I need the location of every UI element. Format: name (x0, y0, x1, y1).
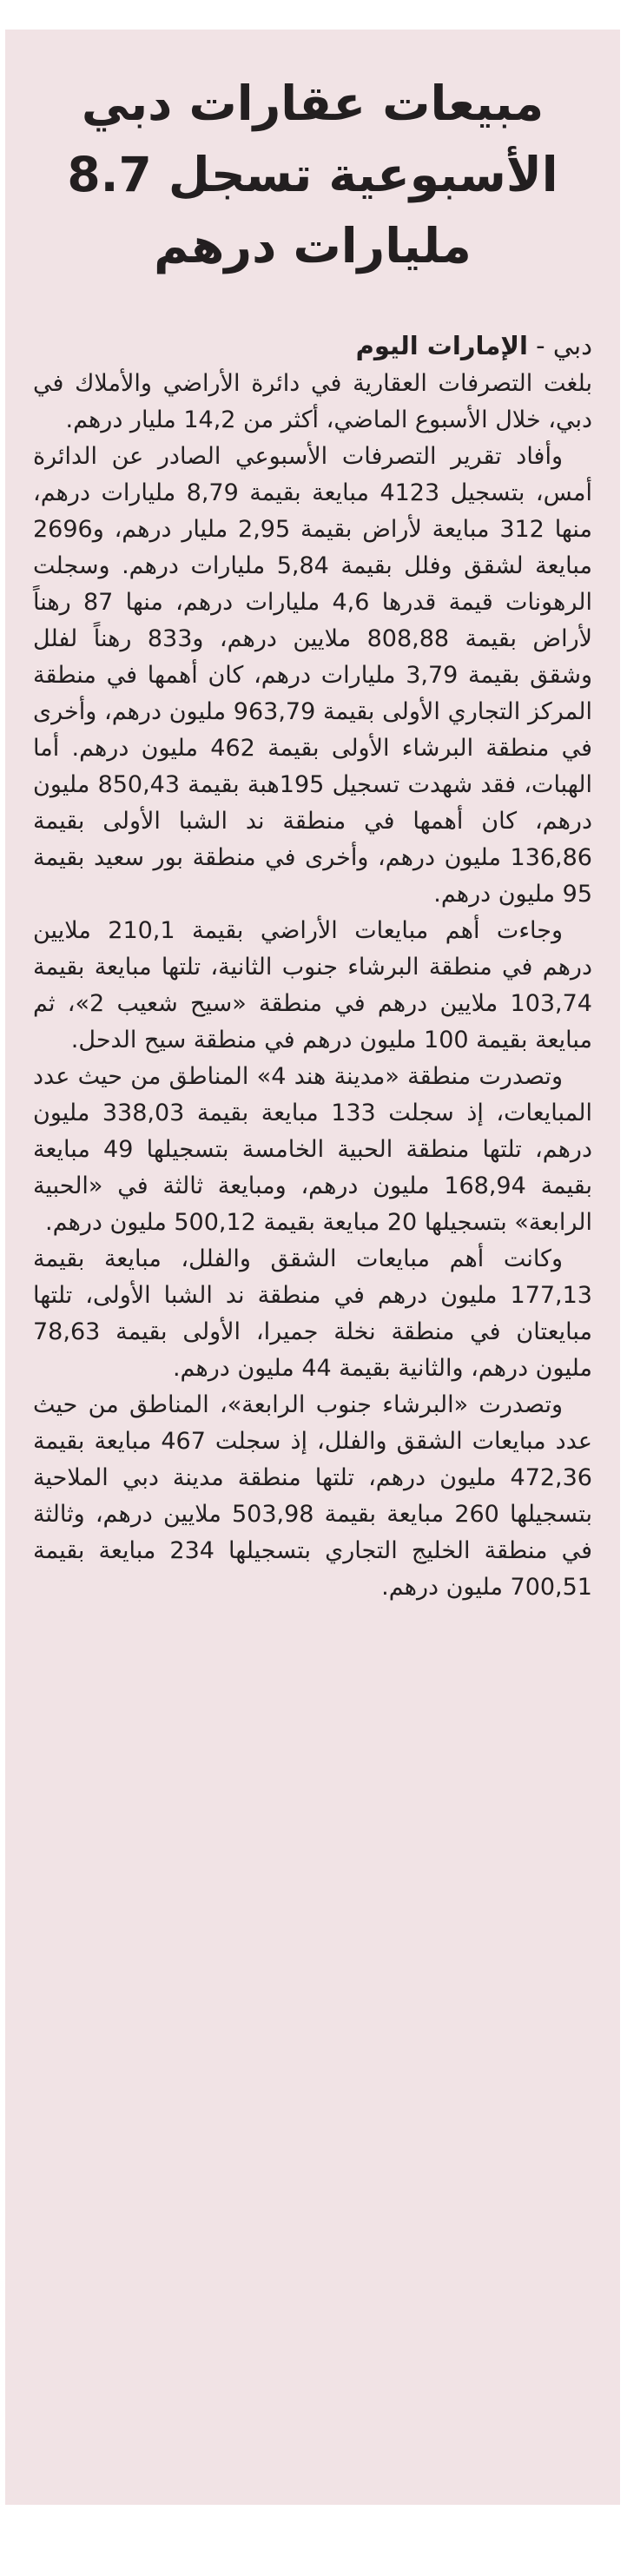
dateline-separator: - (527, 331, 553, 360)
dateline-city: دبي (552, 331, 592, 360)
article-paragraph: وتصدرت منطقة «مدينة هند 4» المناطق من حيث عدد المبايعات، إذ سجلت 133 مبايعة بقيمة 338,03 مليون درهم، تلتها منطقة الحبية الخامسة بتسجيلها 49 مبايعة بقيمة 168,94 مليون درهم، ومبايعة ثالثة في «الحبية الرابعة» بتسجيلها 20 مبايعة بقيمة 500,12 مليون درهم. (33, 1063, 592, 1236)
article-paragraph: بلغت التصرفات العقارية في دائرة الأراضي والأملاك في دبي، خلال الأسبوع الماضي، أكثر من 14,2 مليار درهم. (33, 370, 592, 433)
newspaper-clipping (5, 30, 620, 2505)
headline: مبيعات عقارات دبي الأسبوعية تسجل 8.7 مليارات درهم (67, 76, 558, 274)
dateline-agency: الإمارات اليوم (355, 331, 528, 360)
dateline (33, 327, 592, 366)
article-body (33, 366, 592, 1606)
article-paragraph: وجاءت أهم مبايعات الأراضي بقيمة 210,1 ملايين درهم في منطقة البرشاء جنوب الثانية، تلتها مبايعة بقيمة 103,74 ملايين درهم في منطقة «سيح شعيب 2»، ثم مبايعة بقيمة 100 مليون درهم في منطقة سيح الدحل. (33, 917, 592, 1054)
article-paragraph: وأفاد تقرير التصرفات الأسبوعي الصادر عن الدائرة أمس، بتسجيل 4123 مبايعة بقيمة 8,79 مليارات درهم، منها 312 مبايعة لأراض بقيمة 2,95 مليار درهم، و2696 مبايعة لشقق وفلل بقيمة 5,84 مليارات درهم. وسجلت الرهونات قيمة قدرها 4,6 مليارات درهم، منها 87 رهناً لأراض بقيمة 808,88 ملايين درهم، و833 رهناً لفلل وشقق بقيمة 3,79 مليارات درهم، كان أهمها في منطقة المركز التجاري الأولى بقيمة 963,79 مليون درهم، وأخرى في منطقة البرشاء الأولى بقيمة 462 مليون درهم. أما الهبات، فقد شهدت تسجيل 195هبة بقيمة 850,43 مليون درهم، كان أهمها في منطقة ند الشبا الأولى بقيمة 136,86 مليون درهم، وأخرى في منطقة بور سعيد بقيمة 95 مليون درهم. (33, 443, 593, 908)
article-paragraph: وكانت أهم مبايعات الشقق والفلل، مبايعة بقيمة 177,13 مليون درهم في منطقة ند الشبا الأولى، تلتها مبايعتان في منطقة نخلة جميرا، الأولى بقيمة 78,63 مليون درهم، والثانية بقيمة 44 مليون درهم. (33, 1245, 592, 1382)
article-paragraph: وتصدرت «البرشاء جنوب الرابعة»، المناطق من حيث عدد مبايعات الشقق والفلل، إذ سجلت 467 مبايعة بقيمة 472,36 مليون درهم، تلتها منطقة مدينة دبي الملاحية بتسجيلها 260 مبايعة بقيمة 503,98 ملايين درهم، وثالثة في منطقة الخليج التجاري بتسجيلها 234 مبايعة بقيمة 700,51 مليون درهم. (33, 1391, 592, 1601)
